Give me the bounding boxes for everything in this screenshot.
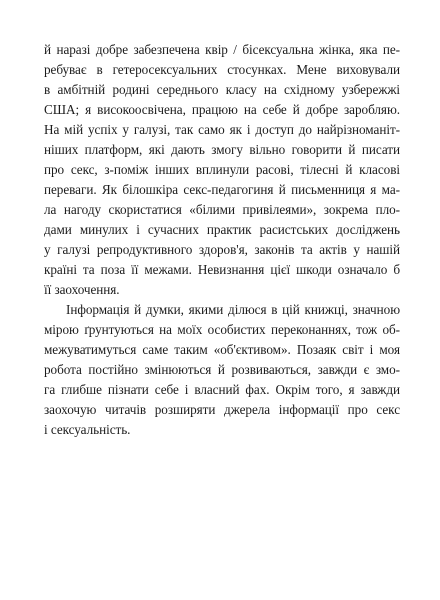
text-line: ніших платформ, які дають змогу вільно говорити й писати bbox=[44, 142, 400, 157]
paragraph-3 bbox=[44, 300, 400, 440]
text-line: мірою ґрунтуються на моїх особистих переконаннях, тож об- bbox=[44, 322, 400, 337]
text-line: США; я високоосвічена, працюю на себе й добре заробляю. bbox=[44, 102, 400, 117]
text-line: ребуває в гетеросексуальних стосунках. Мене виховували bbox=[44, 62, 400, 77]
text-line: переваги. Як білошкіра секс-педагогиня й письменниця я ма- bbox=[44, 182, 400, 197]
text-line: На мій успіх у галузі, так само як і доступ до найрізноманіт- bbox=[44, 122, 400, 137]
text-line: її заохочення. bbox=[44, 282, 120, 297]
text-line: країні та поза її межами. Невизнання цієї шкоди означало б bbox=[44, 262, 400, 277]
text-line: межуватимуться саме таким «об'єктивом». Позаяк світ і моя bbox=[44, 342, 400, 357]
text-line: і сексуальність. bbox=[44, 422, 131, 437]
page-body bbox=[44, 40, 400, 440]
text-line: в амбітній родині середнього класу на східному узбережжі bbox=[44, 82, 400, 97]
text-line: робота постійно змінюються й розвиваються, завжди є змо- bbox=[44, 362, 400, 377]
text-line: дами минулих і сучасних практик расистських досліджень bbox=[44, 222, 400, 237]
text-line: га глибше пізнати себе і власний фах. Окрім того, я завжди bbox=[44, 382, 400, 397]
paragraph-1 bbox=[44, 40, 400, 120]
text-line: у галузі репродуктивного здоров'я, законів та актів у нашій bbox=[44, 242, 400, 257]
text-line: про секс, з-поміж інших вплинули расові, тілесні й класові bbox=[44, 162, 400, 177]
paragraph-2 bbox=[44, 120, 400, 300]
text-line: Інформація й думки, якими ділюся в цій книжці, значною bbox=[66, 302, 400, 317]
text-line: заохочую читачів розширяти джерела інформації про секс bbox=[44, 402, 400, 417]
text-line: ла нагоду скористатися «білими привілеями», зокрема пло- bbox=[44, 202, 400, 217]
text-line: й наразі добре забезпечена квір / бісексуальна жінка, яка пе- bbox=[44, 42, 400, 57]
